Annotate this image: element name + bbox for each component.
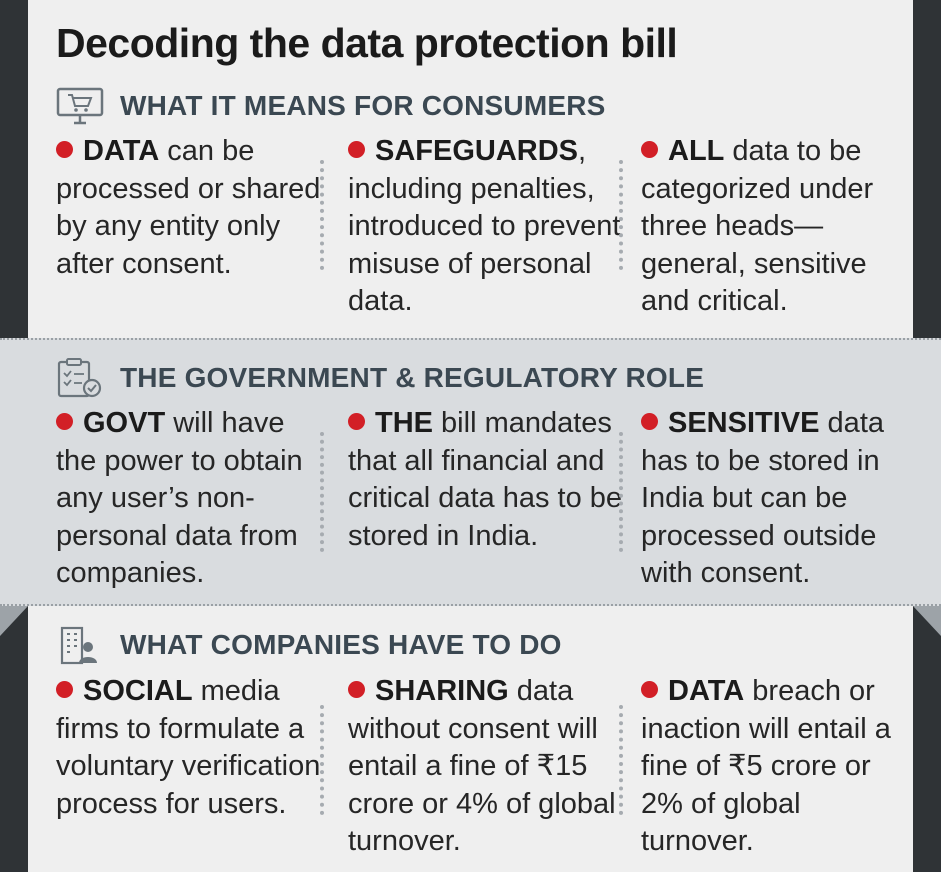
section-heading-label: WHAT IT MEANS FOR CONSUMERS [120,90,606,121]
bullet-dot [641,681,658,698]
clipboard-check-icon [56,358,108,398]
consumer-point-2: SAFEGUARDS, including penalties, introduced to prevent misuse of personal data. [348,135,621,317]
government-point-1: GOVT will have the power to obtain any user’s non-personal data from companies. [56,407,303,589]
bullet-dot [56,681,73,698]
bullet-dot [348,141,365,158]
section-heading-consumers [56,86,606,126]
bullet-dot [56,141,73,158]
bullet-dot [56,413,73,430]
companies-point-3: DATA breach or inaction will entail a fine of ₹5 crore or 2% of global turnover. [641,675,891,857]
bullet-dot [641,413,658,430]
section-heading-companies [56,625,562,665]
column-divider [320,705,324,815]
shopping-cart-monitor-icon [56,86,108,126]
government-point-3: SENSITIVE data has to be stored in India but can be processed outside with consent. [641,407,884,589]
consumer-point-3: ALL data to be categorized under three heads—general, sensitive and critical. [641,135,874,317]
column-divider [619,432,623,552]
column-divider [320,160,324,270]
column-divider [320,432,324,552]
column-divider [619,160,623,270]
bullet-dot [348,413,365,430]
section-heading-label: WHAT COMPANIES HAVE TO DO [120,629,562,660]
fold-corner-right [913,606,941,636]
government-point-2: THE bill mandates that all financial and critical data has to be stored in India. [348,407,623,552]
section-heading-government [56,358,704,398]
bullet-dot [641,141,658,158]
fold-corner-left [0,606,28,636]
companies-point-1: SOCIAL media firms to formulate a voluntary verification process for users. [56,675,321,820]
bullet-dot [348,681,365,698]
companies-point-2: SHARING data without consent will entail a fine of ₹15 crore or 4% of global turnover. [348,675,616,857]
section-heading-label: THE GOVERNMENT & REGULATORY ROLE [120,362,705,393]
column-divider [619,705,623,815]
page-title: Decoding the data protection bill [56,20,678,66]
building-person-icon [56,625,108,665]
consumer-point-1: DATA can be processed or shared by any entity only after consent. [56,135,321,280]
